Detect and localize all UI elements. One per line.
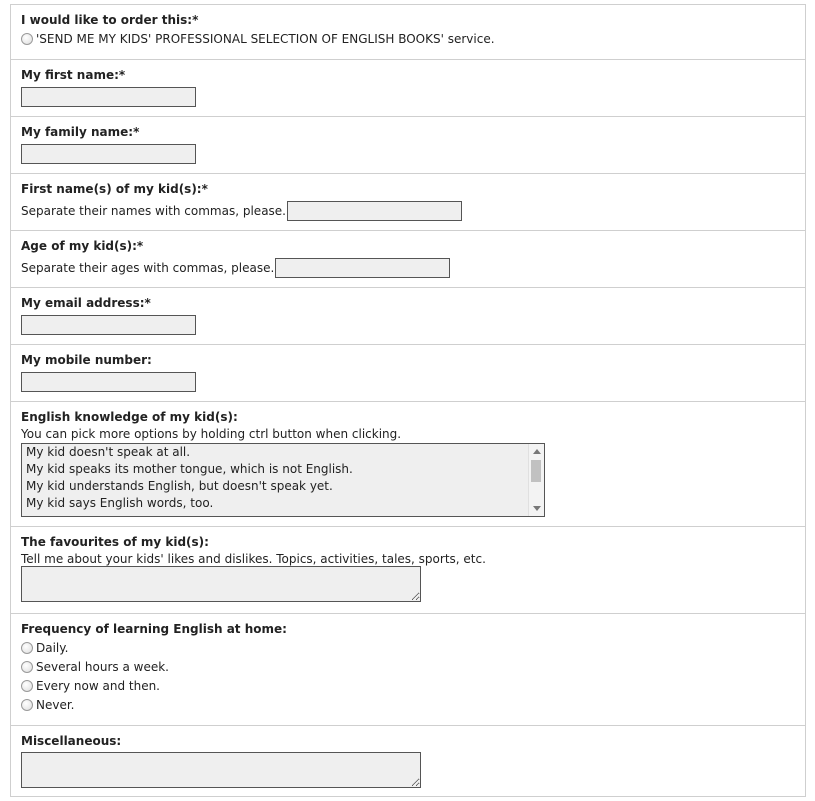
kids-names-row [21, 201, 795, 221]
english-option-4[interactable]: My kid says English words, too. [26, 496, 214, 510]
favourites-textarea[interactable] [21, 566, 421, 602]
english-knowledge-hint: You can pick more options by holding ctrl button when clicking. [21, 427, 402, 441]
first-name-input[interactable] [21, 87, 196, 107]
kids-names-input[interactable] [287, 201, 462, 221]
mobile-section [10, 344, 806, 401]
frequency-label: Frequency of learning English at home: [21, 622, 287, 636]
english-option-2[interactable]: My kid speaks its mother tongue, which is not English. [26, 462, 353, 476]
order-section [10, 4, 806, 59]
kids-names-section [10, 173, 806, 230]
english-knowledge-section [10, 401, 806, 526]
kids-ages-input[interactable] [275, 258, 450, 278]
favourites-label: The favourites of my kid(s): [21, 535, 209, 549]
scroll-down-icon[interactable] [533, 506, 541, 511]
english-knowledge-label: English knowledge of my kid(s): [21, 410, 238, 424]
english-option-1[interactable]: My kid doesn't speak at all. [26, 445, 191, 459]
frequency-option-now-then[interactable] [21, 676, 795, 695]
first-name-label: My first name:* [21, 68, 126, 82]
family-name-label: My family name:* [21, 125, 140, 139]
frequency-radio-daily[interactable] [21, 642, 33, 654]
kids-ages-hint: Separate their ages with commas, please. [21, 261, 275, 275]
mobile-input[interactable] [21, 372, 196, 392]
english-option-3[interactable]: My kid understands English, but doesn't speak yet. [26, 479, 333, 493]
kids-ages-section [10, 230, 806, 287]
frequency-section [10, 613, 806, 725]
frequency-label-now-then: Every now and then. [36, 678, 160, 693]
english-knowledge-listbox[interactable] [21, 443, 545, 517]
frequency-label-several: Several hours a week. [36, 659, 169, 674]
favourites-hint: Tell me about your kids' likes and dislikes. Topics, activities, tales, sports, etc. [21, 552, 486, 566]
misc-section [10, 725, 806, 797]
kids-ages-label: Age of my kid(s):* [21, 239, 144, 253]
first-name-section [10, 59, 806, 116]
frequency-radio-several[interactable] [21, 661, 33, 673]
email-label: My email address:* [21, 296, 151, 310]
order-label: I would like to order this:* [21, 13, 199, 27]
mobile-label: My mobile number: [21, 353, 152, 367]
order-option-label: 'SEND ME MY KIDS' PROFESSIONAL SELECTION OF ENGLISH BOOKS' service. [36, 32, 495, 46]
frequency-option-daily[interactable] [21, 638, 795, 657]
misc-label: Miscellaneous: [21, 734, 122, 748]
scroll-up-icon[interactable] [533, 449, 541, 454]
order-radio[interactable] [21, 33, 33, 45]
frequency-options [21, 638, 795, 714]
family-name-section [10, 116, 806, 173]
frequency-radio-never[interactable] [21, 699, 33, 711]
family-name-input[interactable] [21, 144, 196, 164]
order-form [10, 4, 806, 797]
frequency-label-daily: Daily. [36, 640, 69, 655]
order-option-row[interactable] [21, 32, 795, 46]
frequency-label-never: Never. [36, 697, 75, 712]
scroll-thumb[interactable] [531, 460, 541, 482]
frequency-radio-now-then[interactable] [21, 680, 33, 692]
listbox-scrollbar[interactable] [528, 444, 544, 516]
kids-names-hint: Separate their names with commas, please. [21, 204, 286, 218]
frequency-option-several[interactable] [21, 657, 795, 676]
favourites-section [10, 526, 806, 613]
misc-textarea[interactable] [21, 752, 421, 788]
kids-names-label: First name(s) of my kid(s):* [21, 182, 208, 196]
kids-ages-row [21, 258, 795, 278]
frequency-option-never[interactable] [21, 695, 795, 714]
email-section [10, 287, 806, 344]
email-input[interactable] [21, 315, 196, 335]
